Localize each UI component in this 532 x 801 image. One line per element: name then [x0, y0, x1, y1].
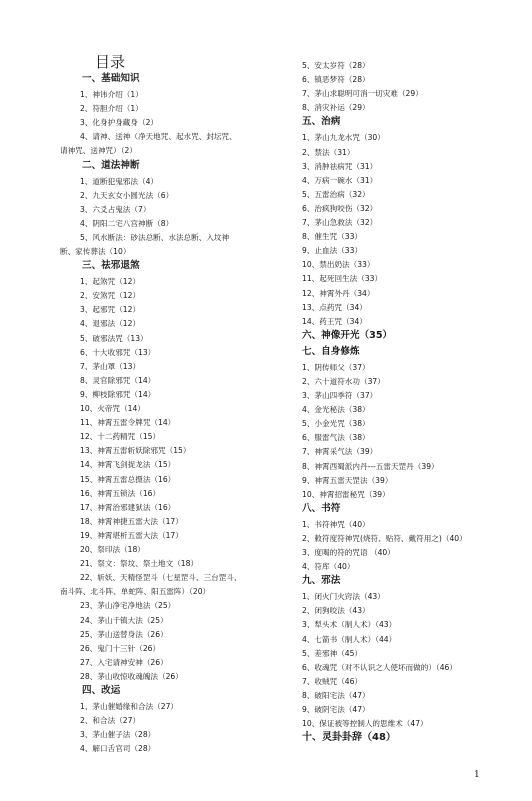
toc-entry: 4、符库（40）: [302, 562, 355, 572]
toc-entry: 3、茅山催子法（28）: [80, 730, 156, 740]
toc-entry: 5、小金光咒（38）: [302, 419, 370, 429]
toc-entry: 7、收贼咒（46）: [302, 676, 363, 686]
toc-entry: 12、十二药精咒（15）: [80, 432, 161, 442]
toc-entry: 4、万病一碗水（31）: [302, 175, 378, 185]
toc-entry: 25、茅山送替身法（26）: [80, 629, 168, 639]
toc-entry: 1、道断犯鬼邪法（4）: [80, 176, 159, 186]
toc-entry: 4、七箭书（制人术）（44）: [302, 634, 397, 644]
toc-entry: 15、神霄五雷总摄法（16）: [80, 474, 176, 484]
toc-entry: 20、祭印法（18）: [80, 545, 145, 554]
toc-entry: 2、九天玄女小圆光法（6）: [80, 190, 174, 200]
page-number: 1: [474, 770, 480, 780]
toc-entry: 11、神霄五雷令牌咒（14）: [80, 418, 176, 428]
toc-entry: 12、神霄外丹（34）: [302, 288, 375, 298]
toc-entry: 5、破邪法咒（13）: [80, 333, 148, 343]
toc-entry: 5、差邪神（45）: [302, 648, 363, 658]
toc-entry: 6、服雷气法（38）: [302, 433, 370, 443]
toc-entry: 17、神霄治邪建狱法（16）: [80, 502, 176, 512]
toc-entry: 6、收魂咒（对不认识之人使坏而做的）（46）: [302, 662, 457, 672]
toc-entry: 3、化身护身藏身（2）: [80, 118, 159, 128]
toc-entry: 9、柳枝除邪咒（14）: [80, 389, 156, 399]
toc-entry: 13、点药咒（34）: [302, 302, 367, 312]
toc-entry: 4、请神、送神（净天地咒、起水咒、封坛咒、: [80, 132, 237, 142]
toc-entry: 23、茅山净宅净地法（25）: [80, 601, 176, 611]
toc-section-heading: 六、神像开光（35）: [302, 329, 393, 341]
toc-section-heading: 五、治病: [302, 116, 341, 128]
toc-entry: 7、茅山罩（13）: [80, 361, 141, 371]
toc-title: 目录: [95, 53, 126, 71]
toc-entry: 7、茅山求聪明可消一切灾难（29）: [302, 89, 423, 99]
toc-entry: 10、神霄招雷秘咒（39）: [302, 489, 390, 499]
toc-entry: 8、灵官除邪咒（14）: [80, 375, 156, 385]
toc-entry: 8、神霄西蜀派内丹---五雷天罡丹（39）: [302, 461, 439, 471]
toc-entry: 2、和合法（27）: [80, 716, 141, 726]
toc-entry: 8、消灾补运（29）: [302, 103, 370, 113]
toc-entry: 10、禁出奶法（33）: [302, 260, 375, 270]
toc-entry: 1、神讳介绍（1）: [80, 90, 143, 99]
toc-entry: 9、神霄五雷天罡法（39）: [302, 475, 393, 485]
toc-section-heading: 三、祛邪退煞: [82, 260, 140, 272]
toc-entry: 2、安煞咒（12）: [80, 291, 141, 301]
toc-entry: 26、鬼门十三针（26）: [80, 643, 161, 653]
toc-section-heading: 二、道法神断: [82, 159, 140, 171]
toc-entry: 14、神霄飞剑捉龙法（15）: [80, 460, 176, 470]
toc-section-heading: 八、书符: [302, 502, 341, 514]
toc-entry: 5、五雷治病（32）: [302, 189, 370, 199]
toc-entry: 19、神霄堪析五雷大法（17）: [80, 530, 183, 540]
toc-section-heading: 七、自身修炼: [302, 345, 360, 357]
toc-entry: 2、符胆介绍（1）: [80, 104, 143, 114]
toc-entry: 24、茅山千镇大法（25）: [80, 615, 168, 625]
toc-entry: 9、破阴宅法（47）: [302, 705, 370, 714]
toc-entry: 1、起煞咒（12）: [80, 277, 141, 287]
toc-entry: 9、止血法（33）: [302, 246, 363, 256]
toc-entry: 1、茅山催婚缘和合法（27）: [80, 702, 179, 711]
toc-entry: 10、火帝咒（14）: [80, 404, 145, 413]
toc-entry: 6、镇恶梦符（28）: [302, 75, 370, 85]
toc-entry: 4、阴阳二宅八宫神断（8）: [80, 218, 174, 228]
toc-entry: 28、茅山收惊收魂魄法（26）: [80, 671, 183, 681]
toc-entry: 6、十大收邪咒（13）: [80, 347, 156, 357]
toc-entry: 2、六十道符水功（37）: [302, 376, 385, 386]
toc-entry: 4、退邪法（12）: [80, 319, 141, 329]
toc-entry: 11、起死回生法（33）: [302, 274, 383, 284]
toc-entry: 8、破阳宅法（47）: [302, 690, 370, 700]
toc-entry: 22、斩妖、天精怪罡斗（七星罡斗、三台罡斗、: [80, 573, 242, 583]
toc-entry: 3、六爻占鬼法（7）: [80, 204, 151, 214]
toc-entry: 21、祭文：祭坟、祭土地文（18）: [80, 559, 199, 569]
toc-entry: 8、催生咒（33）: [302, 232, 363, 242]
toc-entry: 6、治疯狗咬伤（32）: [302, 203, 378, 213]
toc-entry: 3、度喝的符的咒语 （40）: [302, 548, 395, 557]
toc-entry: 14、药王咒（34）: [302, 316, 367, 326]
toc-entry: 2、敕符度符神咒(烧符、贴符、戴符用之)（40）: [302, 533, 467, 543]
toc-entry: 2、闭狗咬法（43）: [302, 606, 370, 616]
toc-section-heading: 十、灵卦卦辞（48）: [302, 732, 396, 744]
toc-entry: 1、阴传师父（37）: [302, 362, 370, 372]
toc-entry: 4、解口舌官司（28）: [80, 744, 156, 754]
toc-entry: 27、入宅请神安神（26）: [80, 657, 168, 667]
toc-entry: 5、安太岁符（28）: [302, 61, 370, 70]
toc-entry: 4、金光秘法（38）: [302, 405, 370, 415]
toc-section-heading: 九、邪法: [302, 575, 341, 587]
toc-entry: 16、神霄五锁法（16）: [80, 488, 161, 498]
toc-entry: 7、神霄采气法（39）: [302, 447, 378, 457]
toc-entry: 13、神霄五雷斩妖除邪咒（15）: [80, 446, 191, 456]
toc-entry: 南斗阵、北斗阵、单蛇阵、阳五雷阵）（20）: [60, 587, 211, 597]
toc-entry: 请神咒、送神咒）（2）: [60, 146, 137, 156]
toc-entry: 3、犁头术（制人术）（43）: [302, 620, 397, 630]
toc-entry: 2、禁法（31）: [302, 147, 355, 157]
toc-entry: 10、保证被等控制人的思维术（47）: [302, 719, 428, 729]
toc-entry: 18、神霄神捷五雷大法（17）: [80, 516, 183, 526]
toc-section-heading: 一、基础知识: [82, 73, 140, 84]
toc-entry: 1、书符神咒（40）: [302, 519, 370, 529]
toc-entry: 1、闭火门火窍法（43）: [302, 592, 385, 602]
toc-entry: 5、风水断法：砂法总断、水法总断、入坟神: [80, 232, 230, 242]
toc-entry: 3、茅山四季符（37）: [302, 391, 378, 400]
toc-section-heading: 四、改运: [82, 685, 121, 696]
toc-entry: 7、茅山急救法（32）: [302, 218, 378, 227]
toc-entry: 1、茅山九龙水咒（30）: [302, 133, 385, 143]
toc-entry: 3、消肿祛病咒（31）: [302, 161, 378, 171]
toc-entry: 断、家传葬法（10）: [60, 247, 131, 256]
toc-entry: 3、起邪咒（12）: [80, 305, 141, 315]
